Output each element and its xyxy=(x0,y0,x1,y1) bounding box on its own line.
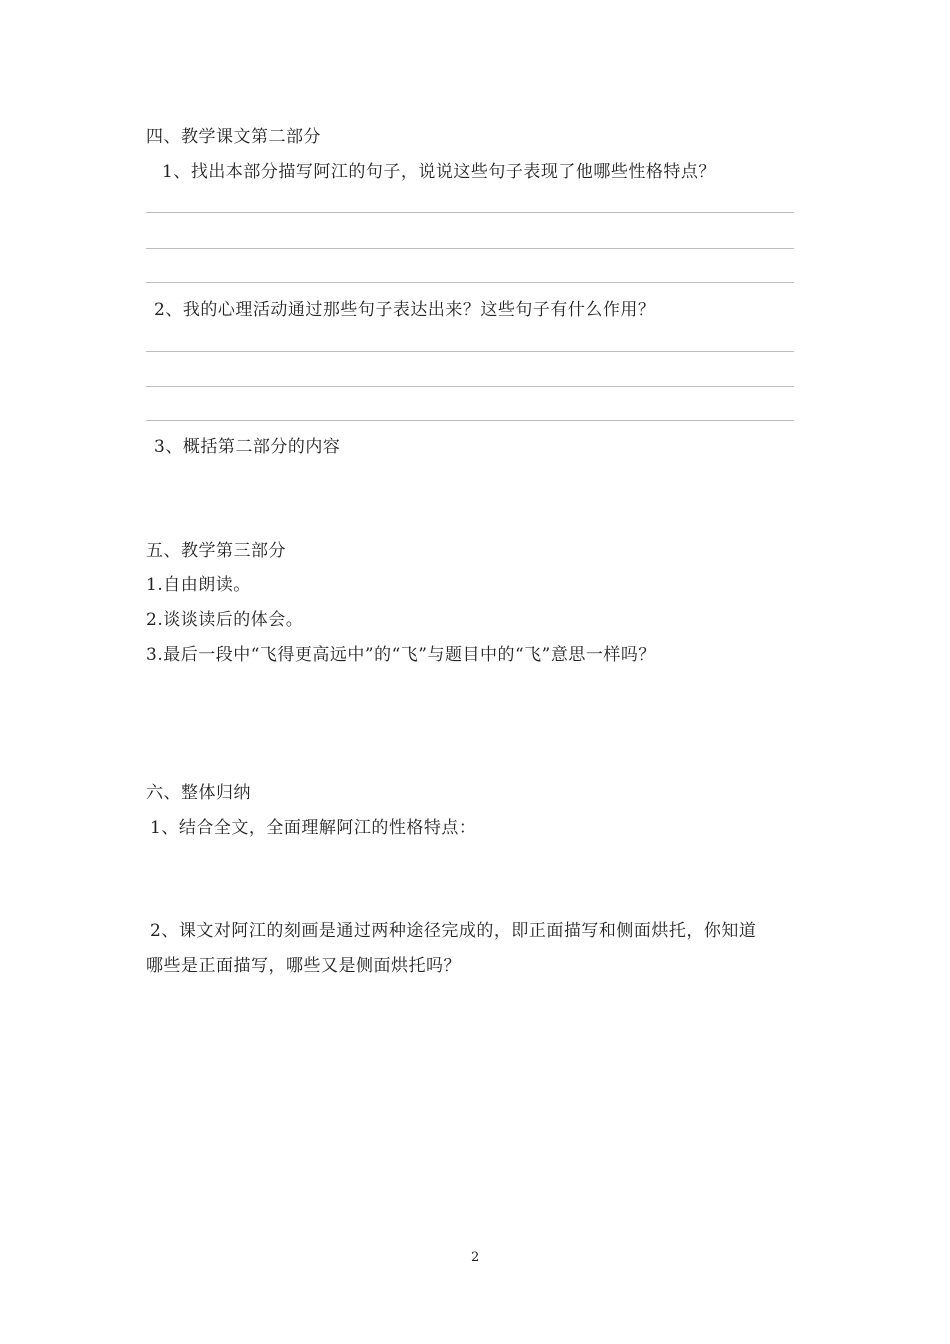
answer-line xyxy=(146,420,794,421)
page-number: 2 xyxy=(471,1250,480,1265)
section5-item-1: 1.自由朗读。 xyxy=(146,575,251,595)
section4-heading: 四、教学课文第二部分 xyxy=(146,127,321,147)
answer-line xyxy=(146,282,794,283)
answer-line xyxy=(146,351,794,352)
section6-question-2-line-2: 哪些是正面描写，哪些又是侧面烘托吗？ xyxy=(146,956,461,976)
section4-question-2: 2、我的心理活动通过那些句子表达出来？这些句子有什么作用？ xyxy=(154,300,656,320)
section6-question-1: 1、结合全文，全面理解阿江的性格特点： xyxy=(150,818,477,838)
section6-question-2-line-1: 2、课文对阿江的刻画是通过两种途径完成的，即正面描写和侧面烘托，你知道 xyxy=(150,921,757,941)
answer-line xyxy=(146,386,794,387)
section6-heading: 六、整体归纳 xyxy=(146,783,251,803)
answer-line xyxy=(146,212,794,213)
section5-item-3: 3.最后一段中“飞得更高远中”的“飞”与题目中的“飞”意思一样吗？ xyxy=(146,645,656,665)
section4-question-1: 1、找出本部分描写阿江的句子，说说这些句子表现了他哪些性格特点？ xyxy=(162,162,716,182)
section5-item-2: 2.谈谈读后的体会。 xyxy=(146,610,304,630)
section5-heading: 五、教学第三部分 xyxy=(146,541,286,561)
answer-line xyxy=(146,248,794,249)
section4-question-3: 3、概括第二部分的内容 xyxy=(154,437,341,457)
